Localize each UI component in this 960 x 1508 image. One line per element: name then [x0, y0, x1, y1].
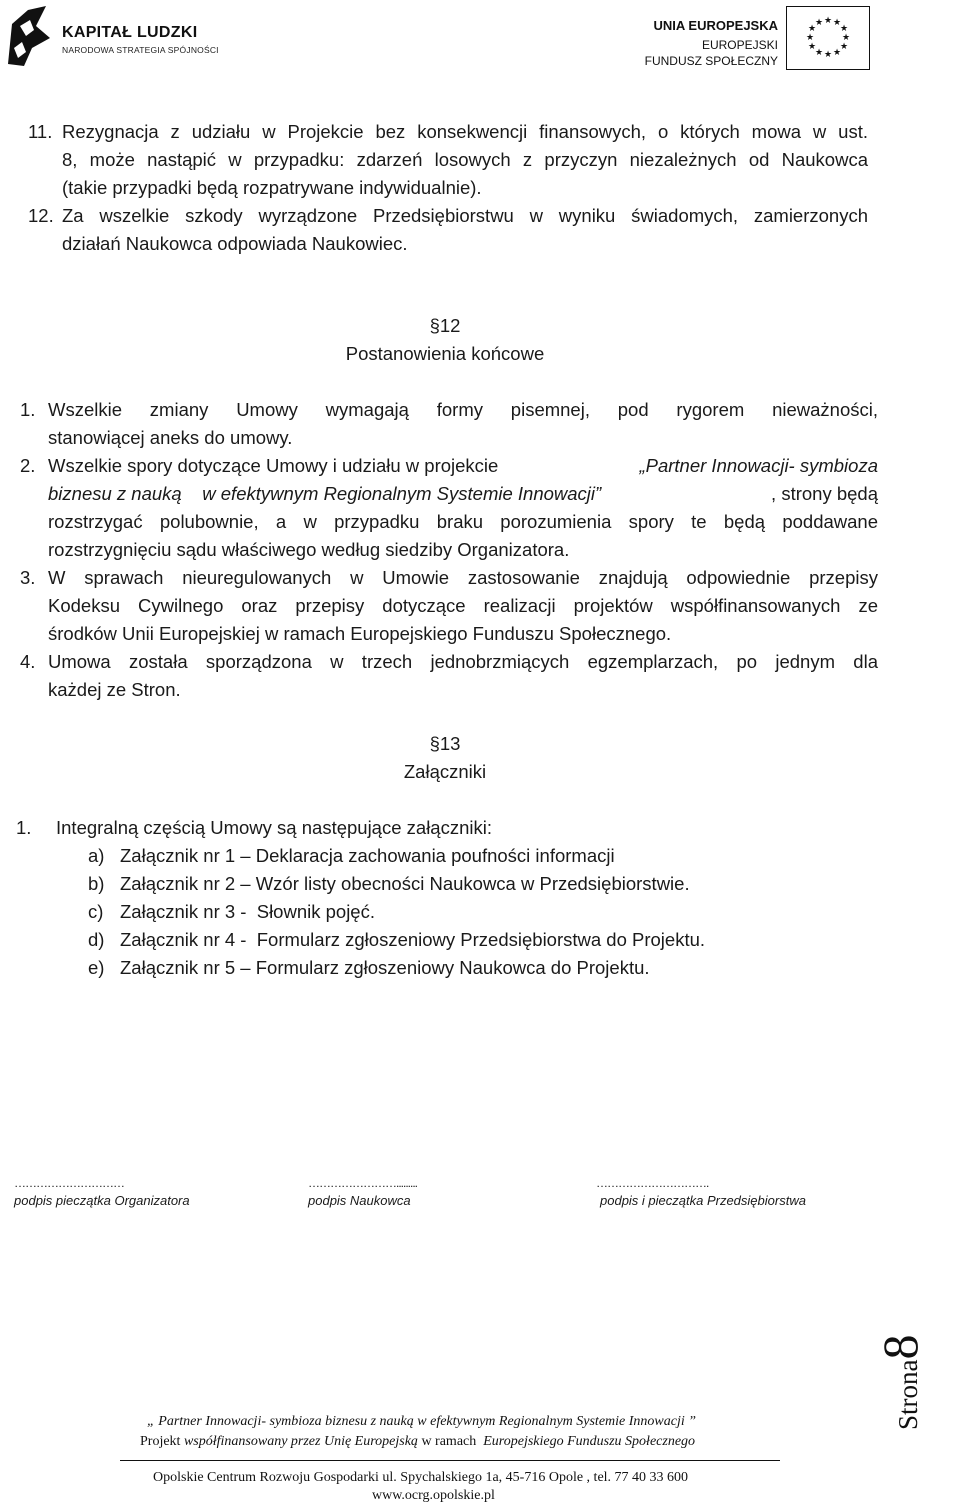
signature-dots: ………………………… [14, 1176, 124, 1190]
eu-stars-icon [787, 7, 869, 69]
section-12-title: Postanowienia końcowe [345, 343, 545, 364]
s12-item-2-line4: rozstrzygnięciu sądu właściwego według siedziby Organizatora. [48, 539, 570, 560]
item-12 [28, 202, 878, 258]
s12-item-2-line3: rozstrzygać polubownie, a w przypadku braku porozumienia spory te będą poddawane [48, 511, 878, 532]
attachment-text: Załącznik nr 2 – Wzór listy obecności Naukowca w Przedsiębiorstwie. [120, 873, 690, 894]
item-11 [28, 118, 878, 202]
s12-item-2-number: 2. [20, 455, 36, 476]
s12-item-3-line3: środków Unii Europejskiej w ramach Europejskiego Funduszu Społecznego. [48, 623, 672, 644]
signature-label: podpis pieczątka Organizatora [14, 1193, 190, 1208]
svg-text:★: ★ [807, 42, 817, 52]
attachment-letter: a) [88, 845, 105, 866]
paragraph-sign-icon: § [429, 315, 440, 336]
item-11-line1: Rezygnacja z udziału w Projekcie bez konsekwencji finansowych, o których mowa w ust. [62, 121, 868, 142]
s12-item-4-number: 4. [20, 651, 36, 672]
kapital-ludzki-logo [6, 4, 226, 70]
attachment-letter: d) [88, 929, 105, 950]
section-12-list [20, 396, 878, 704]
section-13-heading [0, 730, 890, 786]
footer-cofinancing-c: w ramach [417, 1434, 484, 1449]
page-marker-word: Strona [893, 1359, 923, 1430]
signature-label: podpis Naukowca [308, 1193, 411, 1208]
kapital-ludzki-emblem-icon [6, 4, 56, 68]
attachment-text: Załącznik nr 3 - Słownik pojęć. [120, 901, 375, 922]
footer-website-link[interactable]: www.ocrg.opolskie.pl [372, 1488, 495, 1503]
s12-item-2-line1-a: Wszelkie spory dotyczące Umowy i udziału w projekcie [48, 455, 504, 476]
svg-text:★: ★ [807, 24, 817, 34]
eu-flag [786, 6, 870, 70]
s12-item-1 [20, 396, 878, 452]
svg-text:★: ★ [814, 48, 824, 58]
item-11-number: 11. [28, 121, 53, 142]
attachment-item [16, 898, 876, 926]
svg-text:★: ★ [839, 42, 849, 52]
section-13-title: Załączniki [403, 761, 487, 782]
attachment-letter: c) [88, 901, 104, 922]
s12-item-3-line1: W sprawach nieuregulowanych w Umowie zastosowanie znajdują odpowiednie przepisy [48, 567, 878, 588]
item-11-line3: (takie przypadki będą rozpatrywane indywidualnie). [62, 177, 482, 198]
eu-line2: EUROPEJSKI [701, 38, 778, 52]
footer-project-title: „ Partner Innowacji- symbioza biznesu z nauką w efektywnym Regionalnym Systemie Innowacji ” [147, 1414, 697, 1429]
item-12-line2: działań Naukowca odpowiada Naukowiec. [62, 233, 408, 254]
s12-item-3 [20, 564, 878, 648]
signature-dots: …………………………. [596, 1176, 709, 1190]
item-11-line2: 8, może nastąpić w przypadku: zdarzeń losowych z przyczyn niezależnych od Naukowca [62, 149, 868, 170]
svg-text:★: ★ [839, 24, 849, 34]
attachment-letter: e) [88, 957, 105, 978]
attachment-item [16, 842, 876, 870]
s12-item-1-line2: stanowiącej aneks do umowy. [48, 427, 293, 448]
footer-cofinancing [140, 1434, 695, 1450]
kapital-ludzki-title: KAPITAŁ LUDZKI [62, 24, 198, 41]
footer-cofinancing-d: Europejskiego Funduszu Społecznego [483, 1434, 696, 1449]
s13-intro-number: 1. [16, 817, 32, 838]
s12-item-2-line1-b: „Partner Innowacji- symbioza [639, 455, 878, 476]
item-12-number: 12. [28, 205, 54, 226]
item-12-line1: Za wszelkie szkody wyrządzone Przedsiębiorstwu w wyniku świadomych, zamierzonych [62, 205, 868, 226]
section-12-number: 12 [439, 315, 461, 336]
section-12-heading [0, 312, 890, 368]
attachment-text: Załącznik nr 4 - Formularz zgłoszeniowy Przedsiębiorstwa do Projektu. [120, 929, 706, 950]
s12-item-2-line1 [48, 452, 878, 480]
signature-researcher [308, 1176, 417, 1208]
s12-item-4 [20, 648, 878, 704]
paragraph-sign-icon: § [429, 733, 440, 754]
s12-item-3-number: 3. [20, 567, 36, 588]
footer-divider [120, 1460, 780, 1461]
svg-text:★: ★ [832, 48, 842, 58]
page-marker [872, 1334, 928, 1431]
eu-line1: UNIA EUROPEJSKA [653, 18, 778, 33]
attachment-item [16, 954, 876, 982]
section-13-number: 13 [439, 733, 461, 754]
signature-enterprise [596, 1176, 806, 1208]
signature-dots: ……………………......... [308, 1176, 418, 1190]
s12-item-4-line1: Umowa została sporządzona w trzech jednobrzmiących egzemplarzach, po jednym dla [48, 651, 878, 672]
footer-cofinancing-a: Projekt [140, 1434, 184, 1449]
attachment-letter: b) [88, 873, 105, 894]
s12-item-2 [20, 452, 878, 564]
svg-text:★: ★ [841, 33, 851, 43]
attachment-item [16, 926, 876, 954]
eu-efs-logo [640, 6, 956, 72]
signature-organizer [14, 1176, 190, 1208]
svg-text:★: ★ [823, 50, 833, 60]
eu-line3: FUNDUSZ SPOŁECZNY [644, 54, 778, 68]
s12-item-4-line2: każdej ze Stron. [48, 679, 181, 700]
svg-text:★: ★ [805, 33, 815, 43]
svg-text:★: ★ [832, 18, 842, 28]
s12-item-2-line2-b: , strony będą [771, 483, 878, 504]
svg-text:★: ★ [814, 18, 824, 28]
s12-item-1-number: 1. [20, 399, 36, 420]
s12-item-2-line2-a: biznesu z nauką w efektywnym Regionalnym Systemie Innowacji” [48, 483, 602, 504]
signature-label: podpis i pieczątka Przedsiębiorstwa [600, 1193, 806, 1208]
footer-address: Opolskie Centrum Rozwoju Gospodarki ul. Spychalskiego 1a, 45-716 Opole , tel. 77 40 33 600 [153, 1470, 689, 1485]
s13-intro-text: Integralną częścią Umowy są następujące załączniki: [56, 817, 492, 838]
svg-text:★: ★ [823, 16, 833, 26]
attachment-text: Załącznik nr 5 – Formularz zgłoszeniowy Naukowca do Projektu. [120, 957, 650, 978]
section-12-number-line [0, 312, 890, 340]
kapital-ludzki-subtitle: NARODOWA STRATEGIA SPÓJNOŚCI [62, 45, 219, 55]
section-13-number-line [0, 730, 890, 758]
s12-item-1-line1: Wszelkie zmiany Umowy wymagają formy pisemnej, pod rygorem nieważności, [48, 399, 878, 420]
s12-item-3-line2: Kodeksu Cywilnego oraz przepisy dotyczące realizacji projektów współfinansowanych ze [48, 595, 878, 616]
attachment-item [16, 870, 876, 898]
footer-cofinancing-b: współfinansowany przez Unię Europejską [183, 1434, 418, 1449]
section-13-list [16, 814, 876, 982]
page-marker-number: 8 [872, 1334, 928, 1360]
attachment-text: Załącznik nr 1 – Deklaracja zachowania poufności informacji [120, 845, 615, 866]
